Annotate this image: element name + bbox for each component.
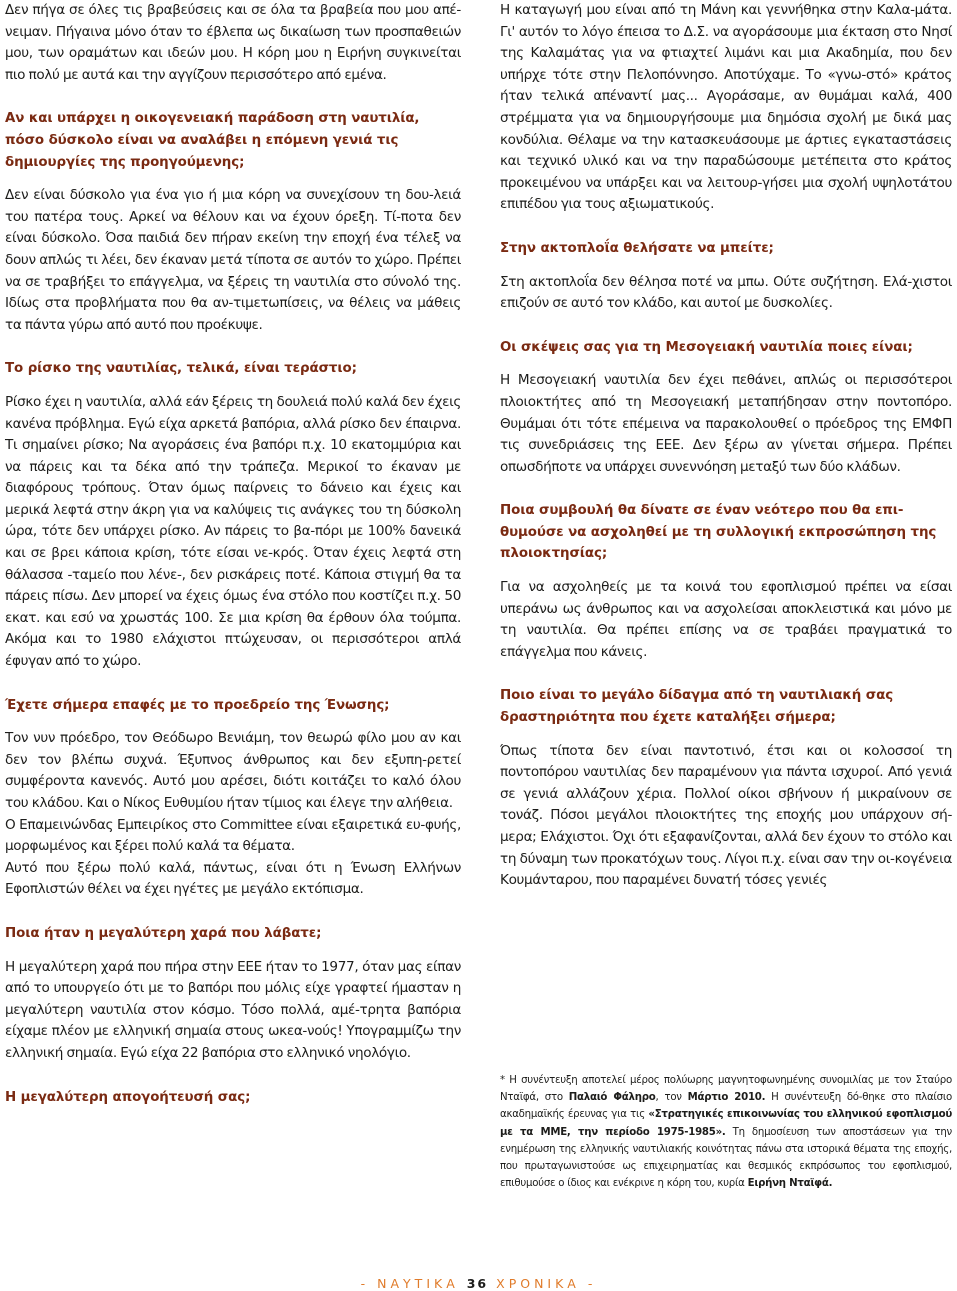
footnote-marker: * — [500, 1075, 510, 1086]
answer-paragraph: Αυτό που ξέρω πολύ καλά, πάντως, είναι ότι η Ένωση Ελλήνων Εφοπλιστών θέλει να έχει ηγέτες με μεγάλο εκτόπισμα. — [5, 859, 461, 898]
footnote-emphasis: «Στρατηγικές επικοινωνίας του ελληνικού εφοπλισμού με τα ΜΜΕ, την περίοδο 1975-1985». — [500, 1109, 952, 1138]
footnote-emphasis: Παλαιό Φάληρο — [568, 1092, 656, 1104]
answer-paragraph: Η μεγαλύτερη χαρά που πήρα στην ΕΕΕ ήταν το 1977, όταν μας είπαν από το υπουργείο ότι με το βαπόρι που μόλις είχε γραφτεί ήμασταν η μεγαλύτερη ναυτιλία στον κόσμο. Τόσο πολλά, αμέ-τρητα βαπόρια είχαμε πλέον με ελληνική σημαία στους ωκεα-νούς! Υπογραμμίζω την ελληνική σημαία. Εγώ είχα 22 βαπόρια στο ελληνικό νηολόγιο. — [5, 958, 461, 1061]
page-footer — [0, 1276, 957, 1291]
answer-paragraph: Η καταγωγή μου είναι από τη Μάνη και γεννήθηκα στην Καλα-μάτα. Γι' αυτόν το λόγο έπεισα το Δ.Σ. να αγοράσουμε μια έκταση στο Νησί της Καλαμάτας για να φτιαχτεί λιμάνι και μια Ακαδημία, που δεν υπήρχε τότε στην Πελοπόννησο. Αποτύχαμε. Το «γνω-στό» κράτος ήταν τελικά απέναντί μας... Αγοράσαμε, αν θυμάμαι καλά, 400 στρέμματα για να δημιουργήσουμε μια δημόσια σχολή με δικά μας κονδύλια. Θέλαμε να την κατασκευάσουμε με άρτιες εγκαταστάσεις και τεχνικό υλικό και να την παραδώσουμε μετέπειτα στο κράτος προκειμένου να υπάρξει και να λειτουρ-γήσει μια σχολή υψηλοτάτου επιπέδου για τους αξιωματικούς. — [500, 2, 952, 213]
footer-magazine-word: ΝΑΥΤΙΚΑ — [377, 1276, 459, 1291]
interview-question: Στην ακτοπλοΐα θελήσατε να μπείτε; — [500, 240, 774, 256]
answer-paragraph: Όπως τίποτα δεν είναι παντοτινό, έτσι και οι κολοσσοί τη ποντοπόρου ναυτιλίας δεν παραμένουν για πάντα ισχυροί. Από γενιά σε γενιά αλλάζουν χέρια. Πολλοί οίκοι σβήνουν ή μικραίνουν σε τονάζ. Πόσοι μεγάλοι πλοιοκτήτες της εποχής μου υπάρχουν σή-μερα; Ελάχιστοι. Όχι ότι εξαφανίζονται, αλλά δεν έχουν το στόλο και τη δύναμη των προκατόχων τους. Λίγοι π.χ. είναι σαν την οι-κογένεια Κουμάνταρου, που παραμένει δυνατή τόσες γενιές — [500, 742, 952, 889]
footer-magazine-word: ΧΡΟΝΙΚΑ — [496, 1276, 580, 1291]
answer-paragraph: Τον νυν πρόεδρο, τον Θεόδωρο Βενιάμη, τον θεωρώ φίλο μου αν και δεν τον βλέπω συχνά. Έξυπνος άνθρωπος και δεν εξυπη-ρετεί συμφέροντα κανενός. Αυτό μου αρέσει, διότι κοιτάζει το καλό όλου του κλάδου. Και ο Νίκος Ευθυμίου ήταν τίμιος και έλεγε την αλήθεια. — [5, 730, 461, 811]
footnote — [500, 1072, 952, 1192]
left-column — [5, 0, 461, 1108]
answer-paragraph: Δεν πήγα σε όλες τις βραβεύσεις και σε όλα τα βραβεία που μου απέ-νειμαν. Πήγαινα μόνο όταν το έβλεπα ως δικαίωση των προσπαθειών μου, των οραμάτων και ιδεών μου. Η κόρη μου η Ειρήνη συγκινείται πιο πολύ με αυτά και την αγγίζουν περισσότερο από εμένα. — [5, 2, 461, 83]
right-column — [500, 0, 952, 892]
footnote-emphasis: Μάρτιο 2010. — [687, 1092, 766, 1104]
interview-question: Το ρίσκο της ναυτιλίας, τελικά, είναι τεράστιο; — [5, 361, 357, 377]
answer-paragraph: Ρίσκο έχει η ναυτιλία, αλλά εάν ξέρεις τη δουλειά πολύ καλά δεν έχεις κανένα πρόβλημα. Εγώ είχα αρκετά βαπόρια, αλλά ρίσκο δεν έπαιρνα. Τι σημαίνει ρίσκο; Να αγοράσεις ένα βαπόρι π.χ. 10 εκατομμύρια και να πάρεις και τα δέκα από την τράπεζα. Μερικοί το έκαναν με διαφόρους τρόπους. Όταν όμως παίρνεις το δάνειο και έχεις και μερικά λεφτά στην άκρη για να καλύψεις τις ανάγκες του τη δύσκολη ώρα, τότε δεν υπάρχει ρίσκο. Αν πάρεις το βα-πόρι με 100% δανεικά και σε βρει κάποια κρίση, τότε είσαι νε-κρός. Όταν έχεις λεφτά στη θάλασσα -ταμείο που λένε-, δεν ρισκάρεις ποτέ. Κάποια στιγμή θα τα πάρεις πίσω. Δεν μπορεί να έχεις όμως ένα στόλο που κοστίζει π.χ. 50 εκατ. και εσύ να χρωστάς 100. Σε μια κρίση θα έρθουν όλα τούμπα. Ακόμα και το 1980 ελάχιστοι πτώχευσαν, οι περισσότεροι απλά έφυγαν από το χώρο. — [5, 393, 461, 670]
interview-question: Ποια συμβουλή θα δίνατε σε έναν νεότερο που θα επι-θυμούσε να ασχοληθεί με τη συλλογική εκπροσώπηση της πλοιοκτησίας; — [500, 503, 937, 562]
interview-question: Οι σκέψεις σας για τη Μεσογειακή ναυτιλία ποιες είναι; — [500, 339, 913, 355]
answer-paragraph: Στη ακτοπλοΐα δεν θέλησα ποτέ να μπω. Ούτε συζήτηση. Ελά-χιστοι επιζούν σε αυτό τον κλάδο, και αυτοί με δυσκολίες. — [500, 273, 952, 312]
page-number: 36 — [466, 1276, 489, 1291]
interview-question: Αν και υπάρχει η οικογενειακή παράδοση στη ναυτιλία, πόσο δύσκολο είναι να αναλάβει η επόμενη γενιά τις δημιουργίες της προηγούμενης; — [5, 111, 420, 170]
footnote-text: Η συνέντευξη αποτελεί μέρος πολύωρης μαγνητοφωνημένης συνομιλίας με τον Σταύρο Νταϊφά, στο — [500, 1075, 952, 1104]
footnote-emphasis: Ειρήνη Νταϊφά. — [747, 1178, 833, 1190]
interview-question: Ποια ήταν η μεγαλύτερη χαρά που λάβατε; — [5, 925, 322, 941]
footer-dash: - — [587, 1276, 597, 1291]
interview-question: Ποιο είναι το μεγάλο δίδαγμα από τη ναυτιλιακή σας δραστηριότητα που έχετε καταλήξει σήμερα; — [500, 688, 894, 726]
answer-paragraph: Ο Επαμεινώνδας Εμπειρίκος στο Committee είναι εξαιρετικά ευ-φυής, μορφωμένος και ξέρει πολύ καλά τα θέματα. — [5, 816, 461, 855]
footer-dash: - — [360, 1276, 370, 1291]
interview-question: Η μεγαλύτερη απογοήτευσή σας; — [5, 1089, 251, 1105]
footnote-text: Τη δημοσίευση των αποστάσεων για την ενημέρωση της ελληνικής ναυτιλιακής κοινότητας πάνω στα ιστορικά θέματα της εποχής, που πρωταγωνιστούσε ως επιχειρηματίας και θεσμικός εκπρόσωπος του εφοπλισμού, επιθυμούσε ο ίδιος και ενέκρινε η κόρη του, κυρία — [500, 1126, 952, 1190]
answer-paragraph: Η Μεσογειακή ναυτιλία δεν έχει πεθάνει, απλώς οι περισσότεροι πλοιοκτήτες από τη Μεσογειακή μεταπήδησαν στην ποντοπόρο. Θυμάμαι ότι τότε επέμεινα να παρακολουθεί ο πρόεδρος της ΕΜΦΠ τις συνεδριάσεις της ΕΕΕ. Δεν ξέρω αν γίνεται σήμερα. Πρέπει οπωσδήποτε να υπάρχει συνεννόηση μεταξύ των δύο κλάδων. — [500, 372, 952, 475]
answer-paragraph: Για να ασχοληθείς με τα κοινά του εφοπλισμού πρέπει να είσαι υπεράνω ως άνθρωπος και να ασχολείσαι αποκλειστικά και μόνο με τη ναυτιλία. Θα πρέπει επίσης να σε τραβάει πραγματικά το επάγγελμα που κάνεις. — [500, 579, 952, 660]
footnote-text: Η συνέντευξη δό-θηκε στο πλαίσιο ακαδημαϊκής έρευνας για τις — [500, 1092, 953, 1121]
answer-paragraph: Δεν είναι δύσκολο για ένα γιο ή μια κόρη να συνεχίσουν τη δου-λειά του πατέρα τους. Αρκεί να θέλουν και να έχουν όρεξη. Τί-ποτα δεν είναι δύσκολο. Όσα παιδιά δεν πήραν εκείνη την εποχή ένα τέλεξ να δουν απλώς τι λέει, δεν έκαναν μετά τίποτα σε αυτόν το χώρο. Πρέπει να σε τραβήξει το επάγγελμα, να ξέρεις τη ναυτιλία στο σύνολό της. Ιδίως στα προβλήματα που θα αν-τιμετωπίσεις, να θέλεις να μάθεις τα πάντα γύρω από αυτό που προέκυψε. — [5, 187, 461, 333]
footnote-text: , τον — [655, 1092, 688, 1104]
interview-question: Έχετε σήμερα επαφές με το προεδρείο της Ένωσης; — [5, 697, 390, 713]
